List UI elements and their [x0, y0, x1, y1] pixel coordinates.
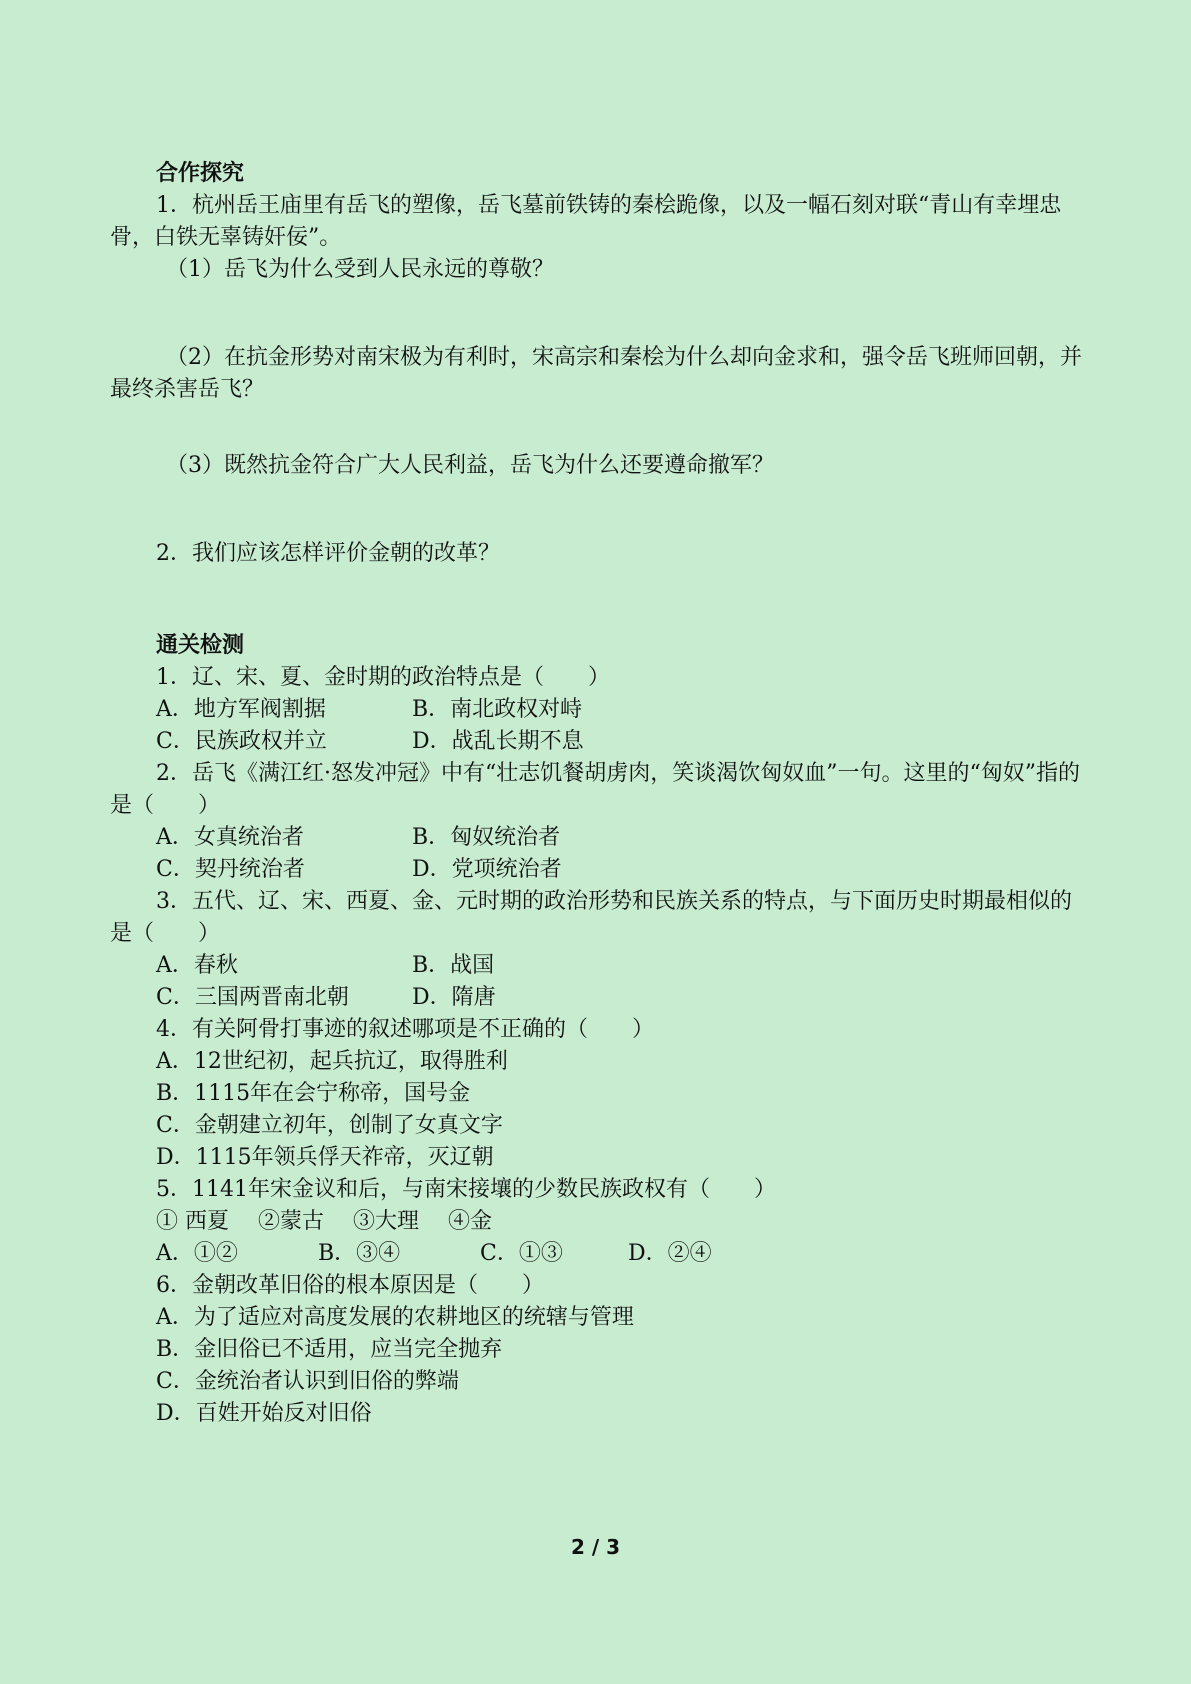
- option-a: A．春秋: [156, 953, 238, 978]
- test-question-3-stem: 3．五代、辽、宋、西夏、金、元时期的政治形势和民族关系的特点，与下面历史时期最相似的是（ ）: [110, 889, 1073, 946]
- answer-space: [110, 406, 1085, 450]
- test-question-3-options-row-2: [110, 982, 1085, 1014]
- option-d: D．战乱长期不息: [412, 729, 584, 754]
- option-b: B．1115年在会宁称帝，国号金: [156, 1081, 471, 1106]
- option-d: D．1115年领兵俘天祚帝，灭辽朝: [156, 1145, 494, 1170]
- explore-question-1-sub-1: （1）岳飞为什么受到人民永远的尊敬？: [166, 257, 554, 282]
- option-a: A．女真统治者: [156, 825, 304, 850]
- test-question-5-items: ① 西夏 ②蒙古 ③大理 ④金: [156, 1209, 492, 1234]
- option-b: B．匈奴统治者: [412, 825, 561, 850]
- option-a: A．①②: [156, 1241, 238, 1266]
- test-question-5-stem: 5．1141年宋金议和后，与南宋接壤的少数民族政权有（ ）: [156, 1177, 776, 1202]
- test-question-2-options-row-1: [110, 822, 1085, 854]
- option-c: C．三国两晋南北朝: [156, 985, 349, 1010]
- test-question-1-options-row-2: [110, 726, 1085, 758]
- option-b: B．南北政权对峙: [412, 697, 583, 722]
- test-question-1-options-row-1: [110, 694, 1085, 726]
- option-b: B．③④: [318, 1241, 401, 1266]
- option-c: C．契丹统治者: [156, 857, 305, 882]
- option-a: A．12世纪初，起兵抗辽，取得胜利: [156, 1049, 508, 1074]
- test-question-2-options-row-2: [110, 854, 1085, 886]
- explore-question-2: 2．我们应该怎样评价金朝的改革？: [156, 541, 500, 566]
- test-question-2-stem: 2．岳飞《满江红·怒发冲冠》中有“壮志饥餐胡虏肉，笑谈渴饮匈奴血”一句。这里的“匈奴”指的是（ ）: [110, 761, 1080, 818]
- option-c: C．①③: [480, 1241, 563, 1266]
- explore-question-1-sub-3: （3）既然抗金符合广大人民利益，岳飞为什么还要遵命撤军？: [166, 453, 774, 478]
- explore-question-1: 1．杭州岳王庙里有岳飞的塑像，岳飞墓前铁铸的秦桧跪像，以及一幅石刻对联“青山有幸埋忠骨，白铁无辜铸奸佞”。: [110, 193, 1062, 250]
- option-d: D．隋唐: [412, 985, 496, 1010]
- option-a: A．地方军阀割据: [156, 697, 326, 722]
- option-c: C．民族政权并立: [156, 729, 327, 754]
- option-d: D．②④: [628, 1241, 712, 1266]
- option-c: C．金统治者认识到旧俗的弊端: [156, 1369, 459, 1394]
- option-b: B．战国: [412, 953, 495, 978]
- option-c: C．金朝建立初年，创制了女真文字: [156, 1113, 503, 1138]
- section-title-test: 通关检测: [156, 633, 245, 658]
- option-d: D．百姓开始反对旧俗: [156, 1401, 372, 1426]
- test-question-5-options: [110, 1238, 1085, 1270]
- answer-space: [110, 482, 1085, 538]
- test-question-1-stem: 1．辽、宋、夏、金时期的政治特点是（ ）: [156, 665, 610, 690]
- page-content: [110, 158, 1085, 1430]
- section-title-cooperative: 合作探究: [156, 161, 245, 186]
- test-question-6-stem: 6．金朝改革旧俗的根本原因是（ ）: [156, 1273, 544, 1298]
- answer-space: [110, 286, 1085, 342]
- test-question-4-stem: 4．有关阿骨打事迹的叙述哪项是不正确的（ ）: [156, 1017, 654, 1042]
- answer-space: [110, 570, 1085, 630]
- test-question-3-options-row-1: [110, 950, 1085, 982]
- page-number: 2 / 3: [570, 1535, 621, 1559]
- explore-question-1-sub-2: （2）在抗金形势对南宋极为有利时，宋高宗和秦桧为什么却向金求和，强令岳飞班师回朝，并最终杀害岳飞？: [110, 345, 1083, 402]
- option-b: B．金旧俗已不适用，应当完全抛弃: [156, 1337, 503, 1362]
- option-d: D．党项统治者: [412, 857, 562, 882]
- option-a: A．为了适应对高度发展的农耕地区的统辖与管理: [156, 1305, 634, 1330]
